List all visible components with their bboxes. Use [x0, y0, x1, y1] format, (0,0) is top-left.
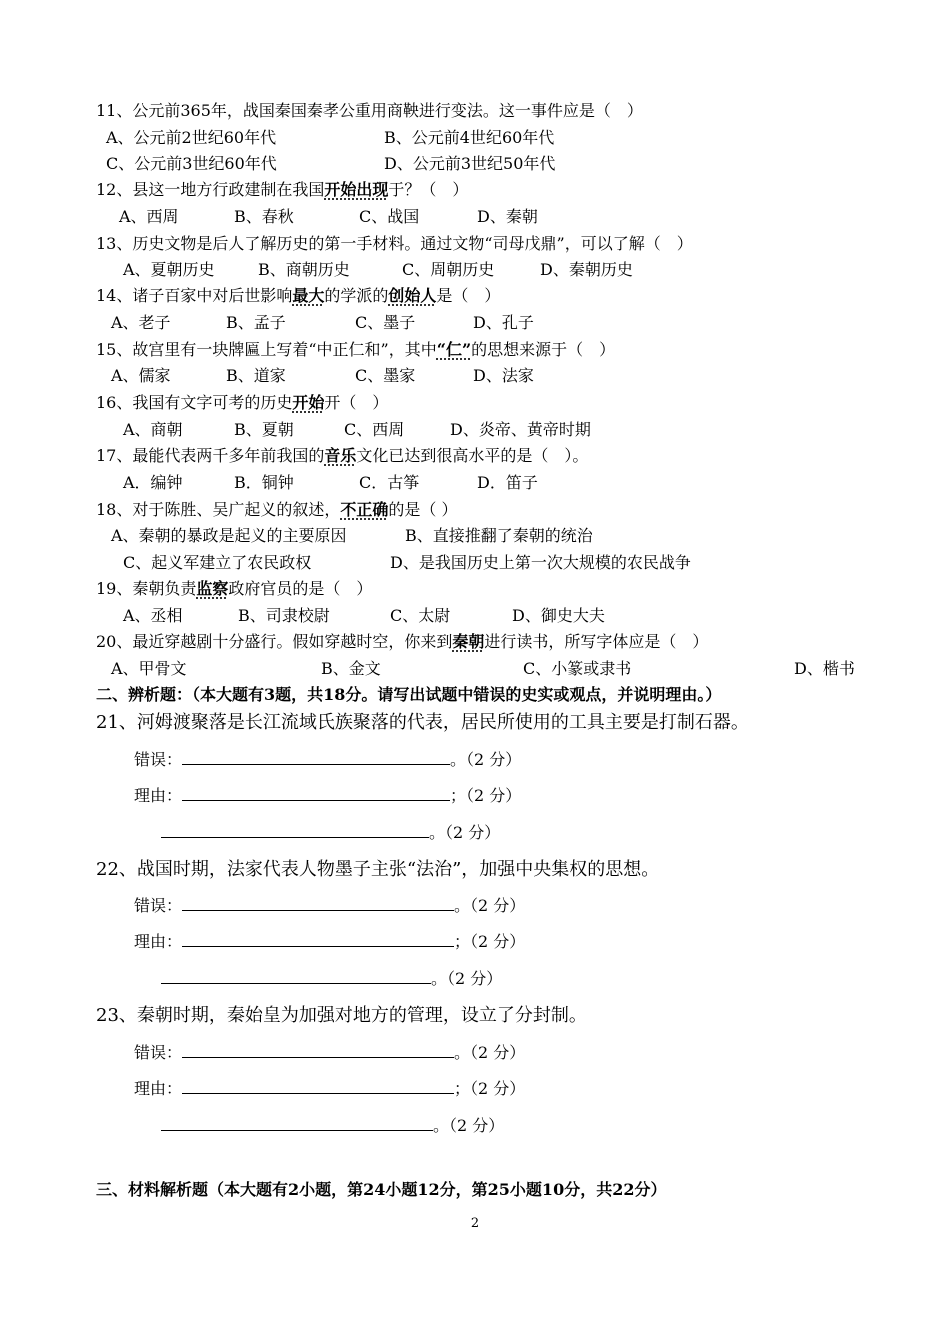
emphasis-text: 开始出现: [324, 180, 389, 199]
answer-blank[interactable]: [161, 1116, 433, 1131]
q19-option-b: B、司隶校尉: [238, 606, 330, 625]
emphasis-text: 监察: [196, 579, 229, 598]
q22-error-line: 错误： 。（2 分）: [134, 896, 526, 915]
answer-blank[interactable]: [182, 1079, 454, 1094]
q15-stem: 15、故宫里有一块牌匾上写着“中正仁和”，其中“仁”的思想来源于（ ）: [96, 340, 616, 359]
q13-stem: 13、历史文物是后人了解历史的第一手材料。通过文物“司母戊鼎”，可以了解（ ）: [96, 234, 693, 253]
q21-stem: 21、河姆渡聚落是长江流域氏族聚落的代表，居民所使用的工具主要是打制石器。: [96, 712, 749, 733]
q11-option-d: D、公元前3世纪50年代: [384, 154, 556, 173]
q23-error-line: 错误： 。（2 分）: [134, 1043, 526, 1062]
q14-option-a: A、老子: [111, 313, 171, 332]
emphasis-text: 创始人: [388, 286, 437, 305]
q20-option-b: B、金文: [321, 659, 381, 678]
answer-blank[interactable]: [182, 1043, 454, 1058]
q21-reason-line: 理由： ；（2 分）: [134, 786, 522, 805]
q15-option-c: C、墨家: [355, 366, 416, 385]
emphasis-text: 秦朝: [452, 632, 485, 651]
q20-option-c: C、小篆或隶书: [523, 659, 632, 678]
answer-blank[interactable]: [161, 969, 431, 984]
q21-error-line: 错误： 。（2 分）: [134, 750, 522, 769]
q12-option-c: C、战国: [359, 207, 420, 226]
q14-option-c: C、墨子: [355, 313, 416, 332]
q13-option-c: C、周朝历史: [402, 260, 495, 279]
q13-option-d: D、秦朝历史: [540, 260, 633, 279]
q18-option-d: D、是我国历史上第一次大规模的农民战争: [390, 553, 691, 572]
q12-option-d: D、秦朝: [477, 207, 538, 226]
emphasis-text: 不正确: [340, 500, 389, 519]
q16-stem: 16、我国有文字可考的历史开始开（ ）: [96, 393, 389, 412]
q17-option-c: C．古筝: [359, 473, 420, 492]
q18-option-b: B、直接推翻了秦朝的统治: [405, 526, 593, 545]
answer-blank[interactable]: [182, 896, 454, 911]
q16-option-a: A、商朝: [123, 420, 183, 439]
q17-option-d: D．笛子: [477, 473, 538, 492]
q20-stem: 20、最近穿越剧十分盛行。假如穿越时空，你来到秦朝进行读书，所写字体应是（ ）: [96, 632, 709, 651]
q12-stem: 12、县这一地方行政建制在我国开始出现于？（ ）: [96, 180, 469, 199]
q12-option-b: B、春秋: [234, 207, 294, 226]
q13-option-a: A、夏朝历史: [123, 260, 215, 279]
q14-option-d: D、孔子: [473, 313, 534, 332]
q19-option-d: D、御史大夫: [512, 606, 605, 625]
q16-option-c: C、西周: [344, 420, 405, 439]
q17-option-a: A．编钟: [123, 473, 183, 492]
emphasis-text: 开始: [292, 393, 325, 412]
answer-blank[interactable]: [161, 823, 429, 838]
q22-stem: 22、战国时期，法家代表人物墨子主张“法治”，加强中央集权的思想。: [96, 859, 660, 880]
q11-option-a: A、公元前2世纪60年代: [106, 128, 277, 147]
q15-option-b: B、道家: [226, 366, 286, 385]
section-2-heading: 二、辨析题：（本大题有3题，共18分。请写出试题中错误的史实或观点，并说明理由。）: [96, 685, 722, 704]
answer-blank[interactable]: [182, 750, 450, 765]
q23-reason-continued: 。（2 分）: [161, 1116, 504, 1136]
emphasis-text: “仁”: [436, 340, 472, 359]
q20-option-a: A、甲骨文: [111, 659, 187, 678]
q23-reason-line: 理由： ；（2 分）: [134, 1079, 526, 1098]
answer-blank[interactable]: [182, 932, 454, 947]
q14-stem: 14、诸子百家中对后世影响最大的学派的创始人是（ ）: [96, 286, 501, 305]
section-3-heading: 三、材料解析题（本大题有2小题，第24小题12分，第25小题10分，共22分）: [96, 1180, 667, 1199]
q12-option-a: A、西周: [119, 207, 179, 226]
q18-option-c: C、起义军建立了农民政权: [123, 553, 312, 572]
emphasis-text: 音乐: [324, 446, 357, 465]
q11-stem: 11、公元前365年，战国秦国秦孝公重用商鞅进行变法。这一事件应是（ ）: [96, 101, 643, 120]
q23-stem: 23、秦朝时期，秦始皇为加强对地方的管理，设立了分封制。: [96, 1005, 587, 1026]
q18-option-a: A、秦朝的暴政是起义的主要原因: [111, 526, 347, 545]
q11-option-b: B、公元前4世纪60年代: [384, 128, 555, 147]
q16-option-b: B、夏朝: [234, 420, 294, 439]
q22-reason-continued: 。（2 分）: [161, 969, 502, 989]
page-number: 2: [470, 1216, 480, 1231]
q18-stem: 18、对于陈胜、吴广起义的叙述，不正确的是（ ）: [96, 500, 458, 519]
q17-stem: 17、最能代表两千多年前我国的音乐文化已达到很高水平的是（ ）。: [96, 446, 589, 465]
q19-stem: 19、秦朝负责监察政府官员的是（ ）: [96, 579, 373, 598]
q20-option-d: D、楷书: [794, 659, 855, 678]
q16-option-d: D、炎帝、黄帝时期: [450, 420, 591, 439]
q21-reason-continued: 。（2 分）: [161, 823, 500, 843]
q13-option-b: B、商朝历史: [258, 260, 350, 279]
q19-option-c: C、太尉: [390, 606, 451, 625]
q22-reason-line: 理由： ；（2 分）: [134, 932, 526, 951]
q14-option-b: B、孟子: [226, 313, 286, 332]
q15-option-a: A、儒家: [111, 366, 171, 385]
q19-option-a: A、丞相: [123, 606, 183, 625]
q15-option-d: D、法家: [473, 366, 534, 385]
q11-option-c: C、公元前3世纪60年代: [106, 154, 277, 173]
q17-option-b: B．铜钟: [234, 473, 294, 492]
emphasis-text: 最大: [292, 286, 325, 305]
answer-blank[interactable]: [182, 786, 450, 801]
